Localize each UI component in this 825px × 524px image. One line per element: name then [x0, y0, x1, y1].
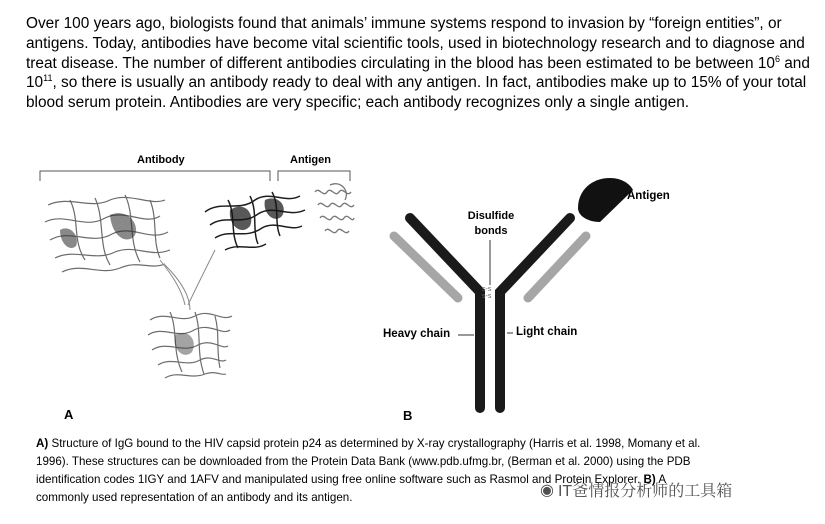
antigen-label-b: Antigen [627, 190, 670, 202]
antigen-bracket [278, 171, 350, 181]
antigen-helices [315, 184, 354, 233]
heavy-chain-left [410, 218, 480, 408]
antibody-label: Antibody [137, 154, 185, 166]
intro-text-1: Over 100 years ago, biologists found that animals’ immune systems respond to invasion by “foreign entities”, or antigens. Today, antibodies have become vital scientific tools, used in biotechnology research and to diagnose and treat disease. The number of different antibodies circulating in the blood has been estimated to be between 10 [26, 15, 805, 72]
ss-mark-1: s-s [482, 286, 492, 293]
antigen-shape [578, 178, 633, 222]
caption-a-marker: A) [36, 437, 49, 450]
left-fab-dark [60, 213, 136, 248]
light-chain-right [528, 236, 586, 298]
ss-bond-marks [482, 286, 491, 300]
right-fab-ribbon [205, 192, 305, 250]
intro-text-3: , so there is usually an antibody ready to deal with any antigen. In fact, antibodies make up to 15% of your total blood serum protein. Antibodies are very specific; each antibody recognizes only a single antigen. [26, 74, 807, 112]
antigen-label-a: Antigen [290, 154, 331, 166]
heavy-chain-label: Heavy chain [383, 328, 451, 340]
exponent-6: 6 [774, 53, 780, 64]
light-chain-left [394, 236, 458, 298]
antibody-bracket [40, 171, 270, 181]
light-chain-label: Light chain [516, 326, 578, 338]
heavy-chain-right [500, 218, 570, 408]
figure-a-structure [40, 171, 354, 378]
fc-dark [175, 333, 194, 355]
caption-b-marker: B) [643, 473, 656, 486]
disulfide-label-line2: bonds [474, 225, 508, 237]
wechat-icon: ◉ [540, 481, 554, 499]
disulfide-label [466, 209, 516, 239]
intro-text-2: and 10 [26, 54, 810, 92]
panel-letter-b: B [403, 408, 413, 423]
watermark [540, 478, 732, 501]
hinge-threads [160, 250, 215, 310]
caption-b-text: A commonly used representation of an antibody and its antigen. [36, 473, 666, 504]
panel-letter-a: A [64, 407, 74, 422]
disulfide-label-line1: Disulfide [467, 210, 515, 222]
ss-mark-2: s-s [482, 293, 492, 300]
caption-a-text: Structure of IgG bound to the HIV capsid protein p24 as determined by X-ray crystallography (Harris et al. 1998, Momany et al. 1996). These structures can be downloaded from the Protein Data Bank (www.pdb.ufmg.br, (Berman et al. 2000) using the PDB identification codes 1IGY and 1AFV and manipulated using free online software such as Rasmol and Protein Explorer. [36, 437, 701, 486]
watermark-text: IT爸情报分析师的工具箱 [557, 483, 733, 500]
exponent-11: 11 [43, 73, 53, 84]
